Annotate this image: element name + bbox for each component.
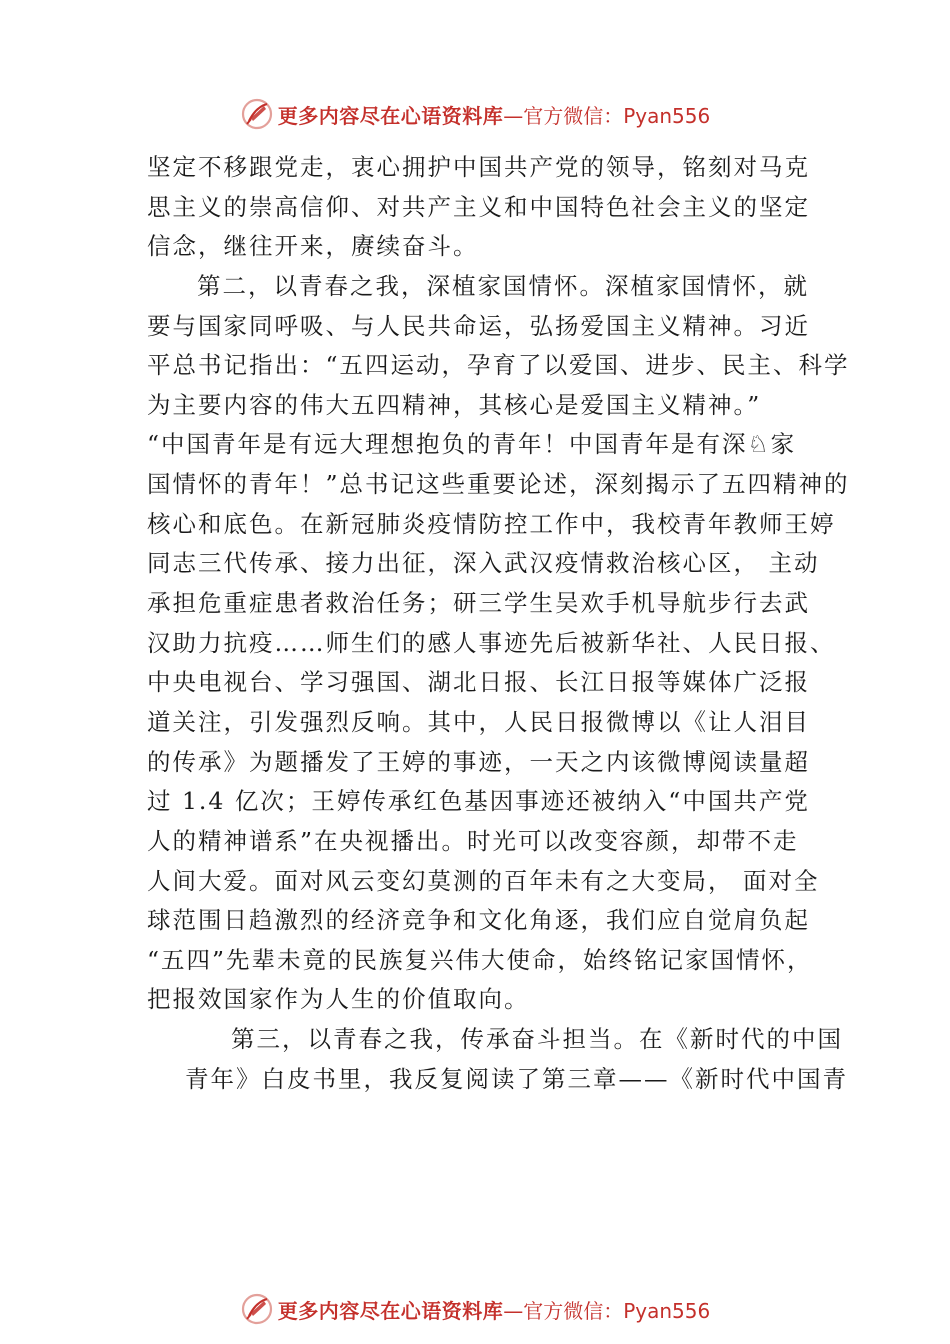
text-line: 承担危重症患者救治任务；研三学生吴欢手机导航步行去武 <box>147 589 810 618</box>
paragraph-start-line: 第三，以青春之我，传承奋斗担当。在《新时代的中国 <box>231 1025 843 1054</box>
footer-wechat-text: —官方微信：Pyan556 <box>503 1298 711 1323</box>
text-line: 核心和底色。在新冠肺炎疫情防控工作中，我校青年教师王婷 <box>147 509 836 538</box>
text-line: 平总书记指出：“五四运动，孕育了以爱国、进步、民主、科学 <box>147 351 850 380</box>
logo-icon <box>240 1292 274 1326</box>
text-line: 球范围日趋激烈的经济竞争和文化角逐，我们应自觉肩负起 <box>147 906 810 935</box>
text-line: 的传承》为题播发了王婷的事迹，一天之内该微博阅读量超 <box>147 747 810 776</box>
text-line: 人的精神谱系”在央视播出。时光可以改变容颜，却带不走 <box>147 826 799 855</box>
header-brand-text: 更多内容尽在心语资料库 <box>277 103 504 128</box>
text-line: 同志三代传承、接力出征，深入武汉疫情救治核心区， 主动 <box>147 549 820 578</box>
footer-banner <box>0 1289 950 1329</box>
footer-brand-text: 更多内容尽在心语资料库 <box>277 1298 504 1323</box>
logo-icon <box>240 97 274 131</box>
document-body <box>147 148 850 1099</box>
text-line: 把报效国家作为人生的价值取向。 <box>147 985 530 1014</box>
text-line: 坚定不移跟党走，衷心拥护中国共产党的领导，铭刻对马克 <box>147 153 810 181</box>
text-line: 思主义的崇高信仰、对共产主义和中国特色社会主义的坚定 <box>147 192 810 221</box>
text-line: “中国青年是有远大理想抱负的青年！中国青年是有深♘家 <box>147 430 797 459</box>
text-line: 国情怀的青年！”总书记这些重要论述，深刻揭示了五四精神的 <box>147 470 850 499</box>
text-line: 为主要内容的伟大五四精神，其核心是爱国主义精神。” <box>147 390 762 419</box>
text-line: 信念，继往开来，赓续奋斗。 <box>147 232 479 261</box>
text-line: 要与国家同呼吸、与人民共命运，弘扬爱国主义精神。习近 <box>147 311 810 340</box>
text-line: 汉助力抗疫……师生们的感人事迹先后被新华社、人民日报、 <box>147 628 836 657</box>
header-banner <box>0 94 950 134</box>
text-line: 道关注，引发强烈反响。其中，人民日报微博以《让人泪目 <box>147 707 810 736</box>
text-line: “五四”先辈未竟的民族复兴伟大使命，始终铭记家国情怀， <box>147 945 813 974</box>
text-line: 过 1.4 亿次；王婷传承红色基因事迹还被纳入“中国共产党 <box>147 787 810 816</box>
paragraph-start-line: 第二，以青春之我，深植家国情怀。深植家国情怀，就 <box>197 271 809 300</box>
header-wechat-text: —官方微信：Pyan556 <box>503 103 711 128</box>
text-line: 中央电视台、学习强国、湖北日报、长江日报等媒体广泛报 <box>147 668 810 697</box>
text-line: 青年》白皮书里，我反复阅读了第三章——《新时代中国青 <box>185 1064 848 1093</box>
text-line: 人间大爱。面对风云变幻莫测的百年未有之大变局， 面对全 <box>147 866 820 895</box>
